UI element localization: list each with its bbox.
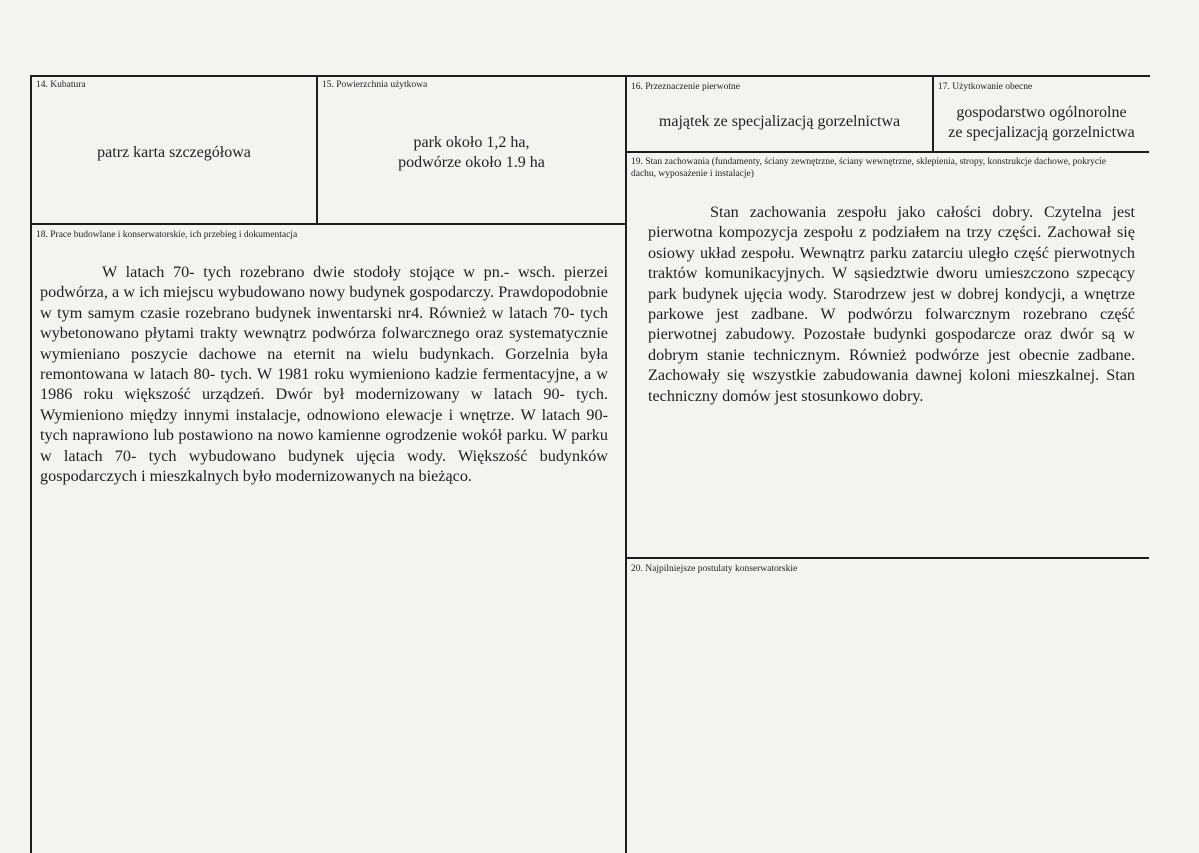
field-15-value-line-1: park około 1,2 ha, — [413, 134, 530, 151]
field-19-paragraph: Stan zachowania zespołu jako całości dobry. Czytelna jest pierwotna kompozycja zespołu z podziałem na trzy części. Zachował się osiowy układ zespołu. Wewnątrz parku zatarciu uległo część pierwotnych traktów komunikacyjnych. W sąsiedztwie dworu umieszczono szpecący park budynek ujęcia wody. Starodrzew jest w dobrej kondycji, a wnętrze parkowe jest zadbane. W podwórzu folwarcznym rozebrano część pierwotnej zabudowy. Pozostałe budynki gospodarcze oraz dwór są w dobrym stanie technicznym. Również podwórze jest obecnie zadbane. Zachowały się wszystkie zabudowania dawnej koloni mieszkalnej. Stan techniczny domów jest stosunkowo dobry. — [648, 203, 1135, 405]
field-15-value-line-2: podwórze około 1.9 ha — [398, 154, 545, 171]
field-17-value-line-1: gospodarstwo ogólnorolne — [956, 104, 1127, 121]
field-18-text — [40, 262, 608, 486]
center-divider — [625, 75, 627, 853]
row-divider-20 — [625, 557, 1149, 559]
field-14-label: 14. Kubatura — [36, 80, 86, 90]
row-divider-left — [30, 223, 626, 225]
field-16-label: 16. Przeznaczenie pierwotne — [631, 82, 740, 92]
field-19-label: 19. Stan zachowania (fundamenty, ściany zewnętrzne, ściany wewnętrzne, sklepienia, stropy, konstrukcje dachowe, pokrycie dachu, wyposażenie i instalacje) — [631, 157, 1106, 179]
field-20-label: 20. Najpilniejsze postulaty konserwatorskie — [631, 564, 798, 574]
field-16-value: majątek ze specjalizacją gorzelnictwa — [658, 113, 901, 130]
field-18-paragraph: W latach 70- tych rozebrano dwie stodoły stojące w pn.- wsch. pierzei podwórza, a w ich miejscu wybudowano nowy budynek gospodarczy. Prawdopodobnie w tym samym czasie rozebrano budynek inwentarski nr4. Również w latach 70- tych wybetonowano płytami trakty wewnątrz podwórza folwarcznego oraz systematycznie wymieniano poszycie dachowe na eternit na wielu budynkach. Gorzelnia była remontowana w latach 80- tych. W 1981 roku wymieniono kadzie fermentacyjne, a w 1986 roku większość urządzeń. Dwór był modernizowany w latach 90- tych. Wymieniono między innymi instalacje, odnowiono elewacje i wnętrze. W latach 90- tych naprawiono lub postawiono na nowo kamienne ogrodzenie wokół parku. W parku w latach 70- tych wybudowano budynek ujęcia wody. Większość budynków gospodarczych i mieszkalnych było modernizowanych na bieżąco. — [40, 263, 608, 486]
field-17-label: 17. Użytkowanie obecne — [938, 82, 1033, 92]
field-17-value — [934, 103, 1149, 143]
left-border — [30, 75, 32, 853]
field-18-label: 18. Prace budowlane i konserwatorskie, ich przebieg i dokumentacja — [36, 230, 298, 240]
field-15-label: 15. Powierzchnia użytkowa — [322, 80, 428, 90]
row-divider-right — [625, 151, 1149, 153]
field-14-value: patrz karta szczegółowa — [97, 144, 251, 161]
top-border — [30, 75, 1150, 77]
field-15-value — [318, 133, 625, 173]
field-17-value-line-2: ze specjalizacją gorzelnictwa — [948, 124, 1135, 141]
field-19-text — [648, 202, 1135, 406]
